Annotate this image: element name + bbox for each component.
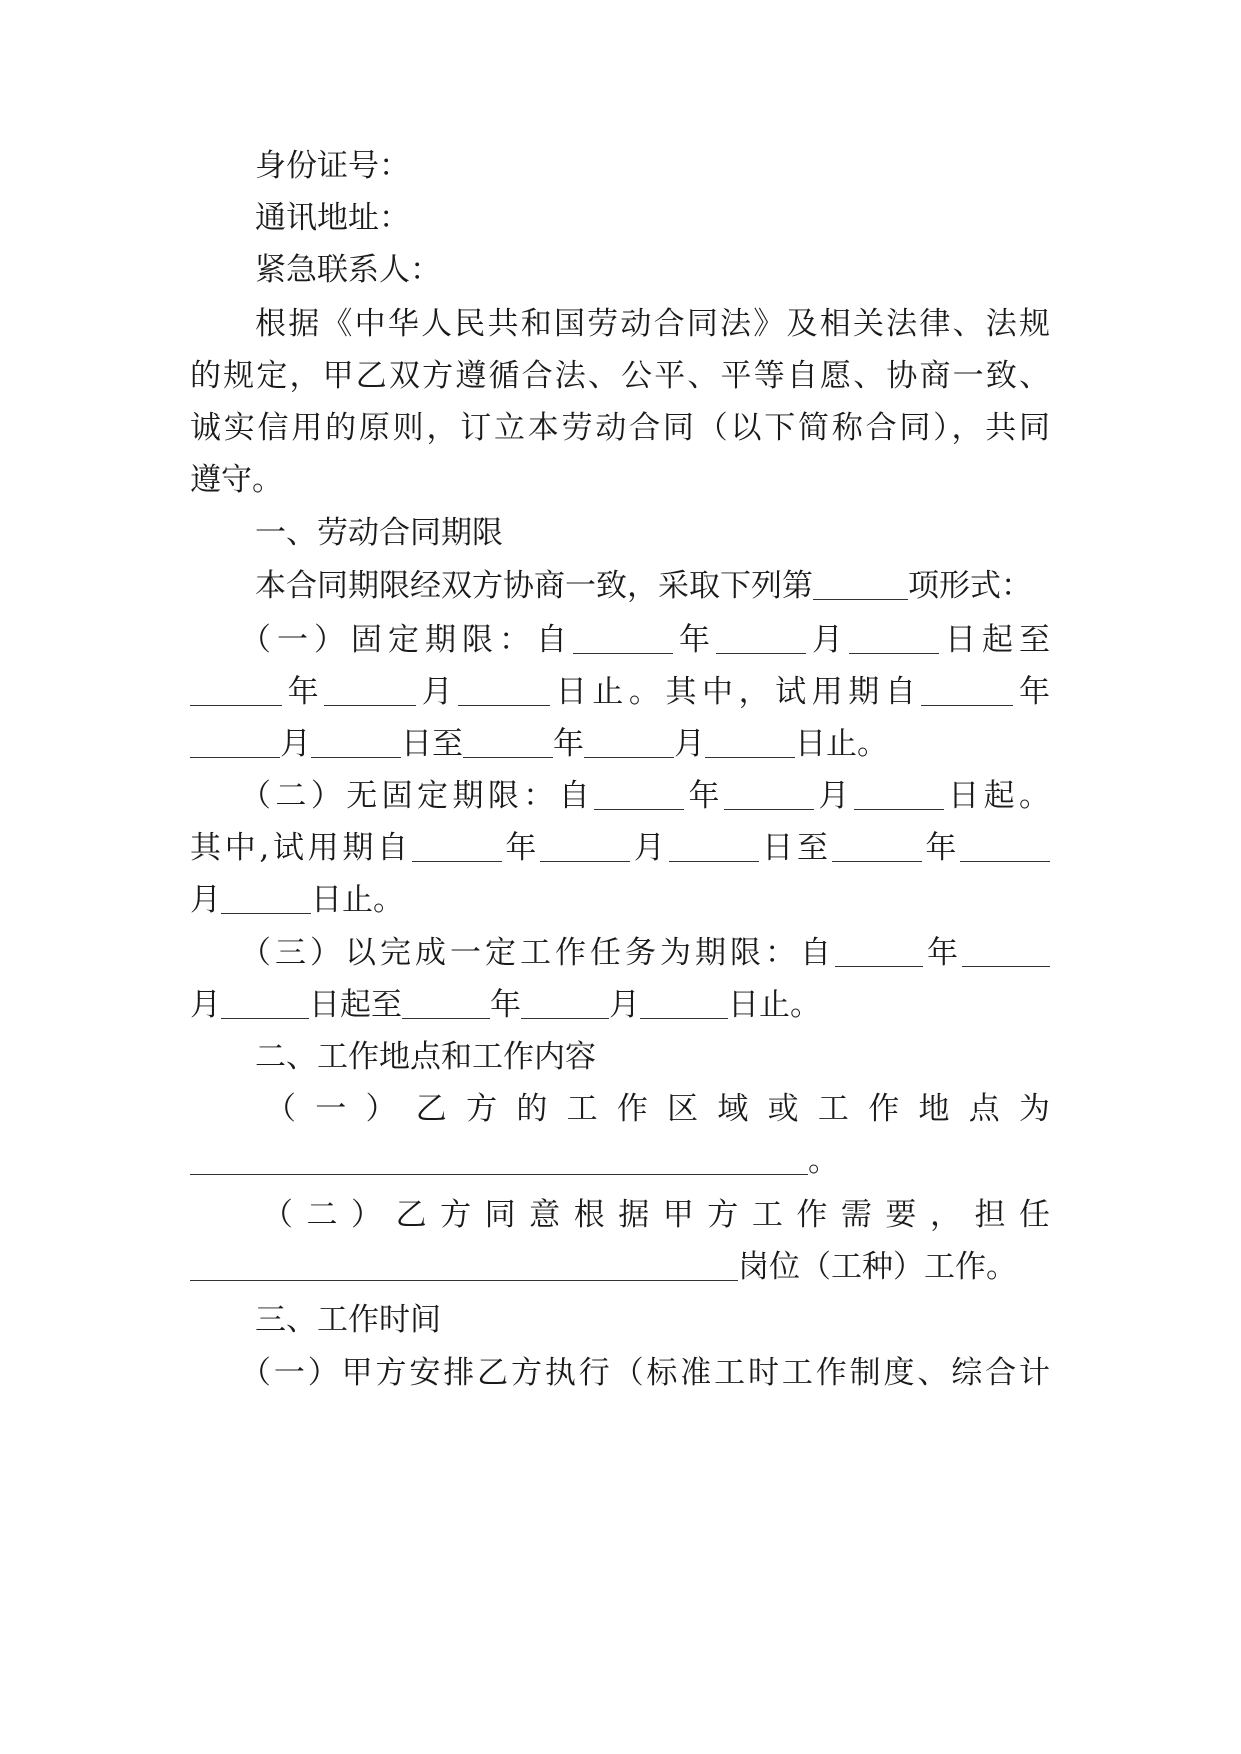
year-text: 年 [490,987,521,1023]
month-text: 月 [630,830,669,866]
month-text: 月 [190,882,221,918]
day-text: 日止。 [795,726,888,762]
month-text: 月 [674,726,705,762]
month-blank [324,677,416,706]
period-text: 。 [808,1143,839,1179]
day-text: 日起至 [939,622,1050,658]
year-blank [594,781,684,810]
day-blank [640,990,728,1019]
section-heading: 一、劳动合同期限 [255,515,503,551]
year-blank [835,938,923,967]
position-blank [190,1252,738,1281]
work-location-blank [190,1146,808,1175]
section-heading: 二、工作地点和工作内容 [255,1039,596,1075]
year-text: 年 [1013,674,1050,710]
work-hours-line: （一）甲方安排乙方执行（标准工时工作制度、综合计 [240,1355,1050,1391]
task-term-line [190,985,1050,1025]
term-form-text: 本合同期限经双方协商一致，采取下列第 [255,568,813,604]
probation-text: 其中,试用期自 [190,830,412,866]
day-blank [669,833,759,862]
preamble-line: 的规定，甲乙双方遵循合法、公平、平等自愿、协商一致、 [190,358,1050,394]
month-text: 月 [416,674,459,710]
year-blank [412,833,502,862]
address-label: 通讯地址： [255,200,410,236]
term-form-line [255,566,1050,606]
month-text: 月 [190,987,221,1023]
position-line: （二）乙方同意根据甲方工作需要，担任 [262,1197,1050,1233]
month-blank [190,729,280,758]
day-text: 日至 [758,830,832,866]
day-text: 日止。 [311,882,404,918]
month-blank [540,833,630,862]
year-blank [921,677,1013,706]
year-text: 年 [921,830,961,866]
day-blank [705,729,795,758]
term-form-blank [813,571,908,600]
preamble-line: 诚实信用的原则，订立本劳动合同（以下简称合同），共同 [190,410,1050,446]
year-text: 年 [282,674,325,710]
term-form-text: 项形式： [908,568,1032,604]
day-blank [311,729,401,758]
day-blank [458,677,550,706]
month-blank [584,729,674,758]
month-blank [521,990,609,1019]
year-blank [573,625,673,654]
task-term-line [240,933,1050,973]
probation-text: 日止。其中，试用期自 [550,674,922,710]
year-blank [463,729,553,758]
year-text: 年 [923,935,962,971]
fixed-term-line [190,724,1050,764]
day-text: 日起。 [943,778,1051,814]
day-text: 日至 [401,726,463,762]
day-blank [221,990,309,1019]
position-line [190,1247,1050,1287]
open-term-line [240,776,1050,816]
work-location-line: （一）乙方的工作区域或工作地点为 [265,1091,1050,1127]
fixed-term-line [190,672,1050,712]
year-blank [190,677,282,706]
year-blank [832,833,922,862]
preamble-line: 遵守。 [190,462,283,498]
year-text: 年 [684,778,724,814]
month-blank [962,938,1050,967]
year-text: 年 [553,726,584,762]
open-term-line [190,828,1050,868]
work-location-line [190,1141,1050,1181]
day-text: 日止。 [728,987,821,1023]
month-text: 月 [806,622,849,658]
section-heading: 三、工作时间 [255,1302,441,1338]
month-text: 月 [609,987,640,1023]
year-text: 年 [501,830,541,866]
fixed-term-text: （一）固定期限：自 [240,622,573,658]
month-text: 月 [280,726,311,762]
open-term-text: （二）无固定期限：自 [240,778,595,814]
month-blank [960,833,1050,862]
month-blank [724,781,814,810]
fixed-term-line [240,620,1050,660]
day-blank [221,885,311,914]
preamble-line: 根据《中华人民共和国劳动合同法》及相关法律、法规 [255,306,1050,342]
year-text: 年 [673,622,716,658]
day-blank [854,781,944,810]
day-text: 日起至 [309,987,402,1023]
month-text: 月 [813,778,854,814]
emergency-contact-label: 紧急联系人： [255,252,441,288]
day-blank [849,625,939,654]
task-term-text: （三）以完成一定工作任务为期限：自 [240,935,835,971]
open-term-line [190,880,1050,920]
id-number-label: 身份证号： [255,148,410,184]
year-blank [402,990,490,1019]
position-text: 岗位（工种）工作。 [738,1249,1017,1285]
month-blank [716,625,806,654]
